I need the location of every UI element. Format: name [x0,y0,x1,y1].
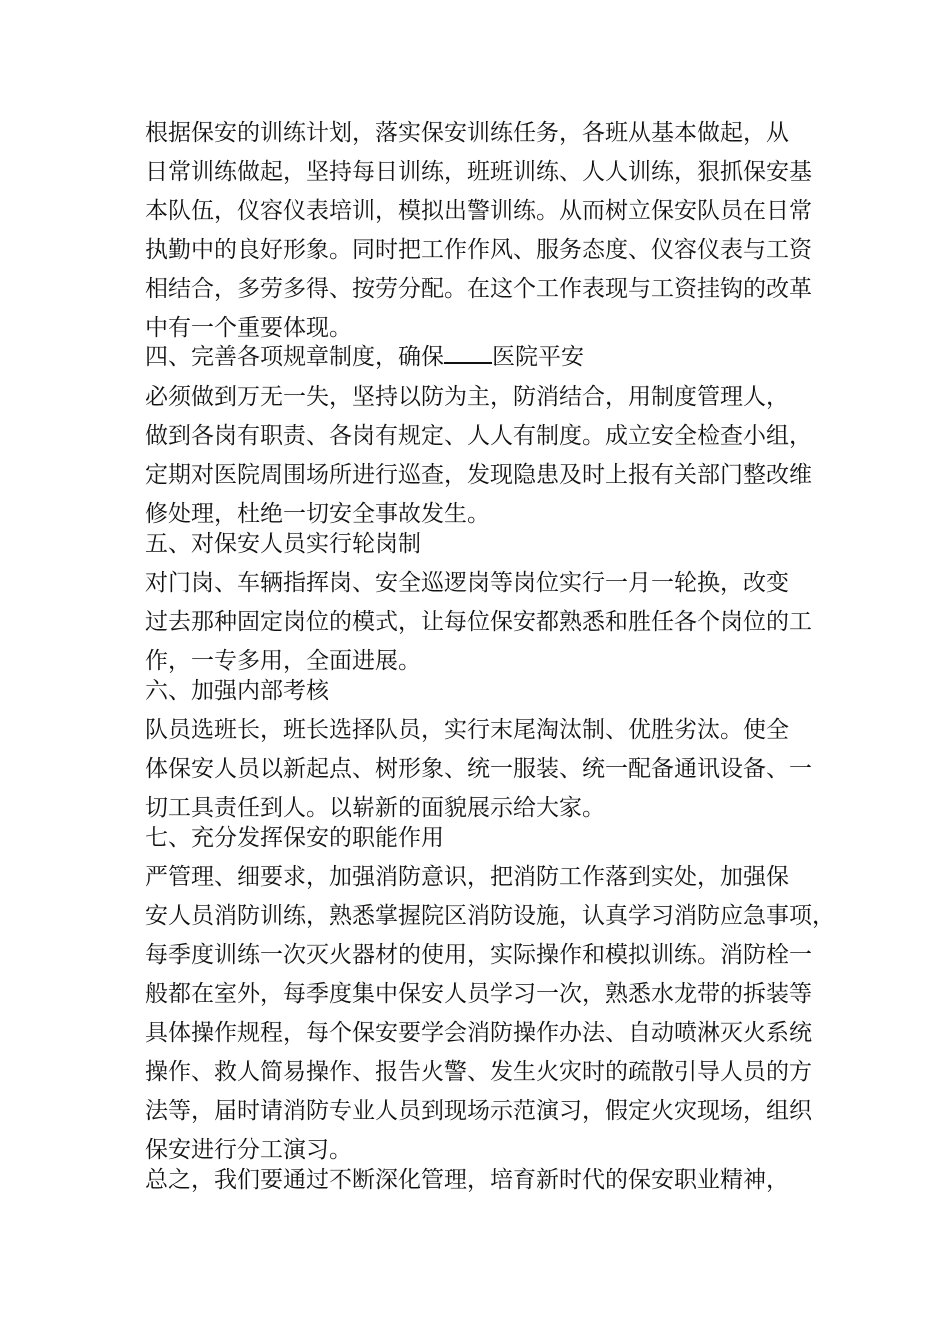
text-line: 根据保安的训练计划，落实保安训练任务，各班从基本做起，从 [145,120,789,146]
text-line: 中有一个重要体现。 [145,315,352,341]
section-heading: 六、加强内部考核 [145,678,329,704]
text-line: 本队伍，仪容仪表培训，模拟出警训练。从而树立保安队员在日常 [145,198,812,224]
text-line: 队员选班长，班长选择队员，实行末尾淘汰制、优胜劣汰。使全 [145,717,789,743]
text-line: 严管理、细要求，加强消防意识，把消防工作落到实处，加强保 [145,864,789,890]
text-line: 总之，我们要通过不断深化管理，培育新时代的保安职业精神， [145,1167,789,1193]
text-line: 安人员消防训练，熟悉掌握院区消防设施，认真学习消防应急事项， [145,903,835,929]
text-line: 执勤中的良好形象。同时把工作作风、服务态度、仪容仪表与工资 [145,237,812,263]
text-line: 相结合，多劳多得、按劳分配。在这个工作表现与工资挂钩的改革 [145,276,812,302]
text-line: 保安进行分工演习。 [145,1137,352,1163]
text-line: 过去那种固定岗位的模式，让每位保安都熟悉和胜任各个岗位的工 [145,609,812,635]
text-line: 具体操作规程，每个保安要学会消防操作办法、自动喷淋灭火系统 [145,1020,812,1046]
blank-underline [444,344,492,364]
heading-text: 四、完善各项规章制度，确保 [145,344,444,370]
section-heading: 七、充分发挥保安的职能作用 [145,825,444,851]
text-line: 切工具责任到人。以崭新的面貌展示给大家。 [145,795,605,821]
section-heading: 五、对保安人员实行轮岗制 [145,531,421,557]
text-line: 体保安人员以新起点、树形象、统一服装、统一配备通讯设备、一 [145,756,812,782]
section-heading [145,342,584,372]
text-line: 每季度训练一次灭火器材的使用，实际操作和模拟训练。消防栓一 [145,942,812,968]
text-line: 作，一专多用，全面进展。 [145,648,421,674]
text-line: 必须做到万无一失，坚持以防为主，防消结合，用制度管理人， [145,384,789,410]
heading-text-tail: 医院平安 [492,344,584,370]
text-line: 做到各岗有职责、各岗有规定、人人有制度。成立安全检查小组， [145,423,812,449]
text-line: 般都在室外，每季度集中保安人员学习一次，熟悉水龙带的拆装等 [145,981,812,1007]
text-line: 操作、救人简易操作、报告火警、发生火灾时的疏散引导人员的方 [145,1059,812,1085]
text-line: 修处理，杜绝一切安全事故发生。 [145,501,490,527]
text-line: 日常训练做起，坚持每日训练，班班训练、人人训练，狠抓保安基 [145,159,812,185]
text-line: 法等，届时请消防专业人员到现场示范演习，假定火灾现场，组织 [145,1098,812,1124]
text-line: 对门岗、车辆指挥岗、安全巡逻岗等岗位实行一月一轮换，改变 [145,570,789,596]
text-line: 定期对医院周围场所进行巡查，发现隐患及时上报有关部门整改维 [145,462,812,488]
